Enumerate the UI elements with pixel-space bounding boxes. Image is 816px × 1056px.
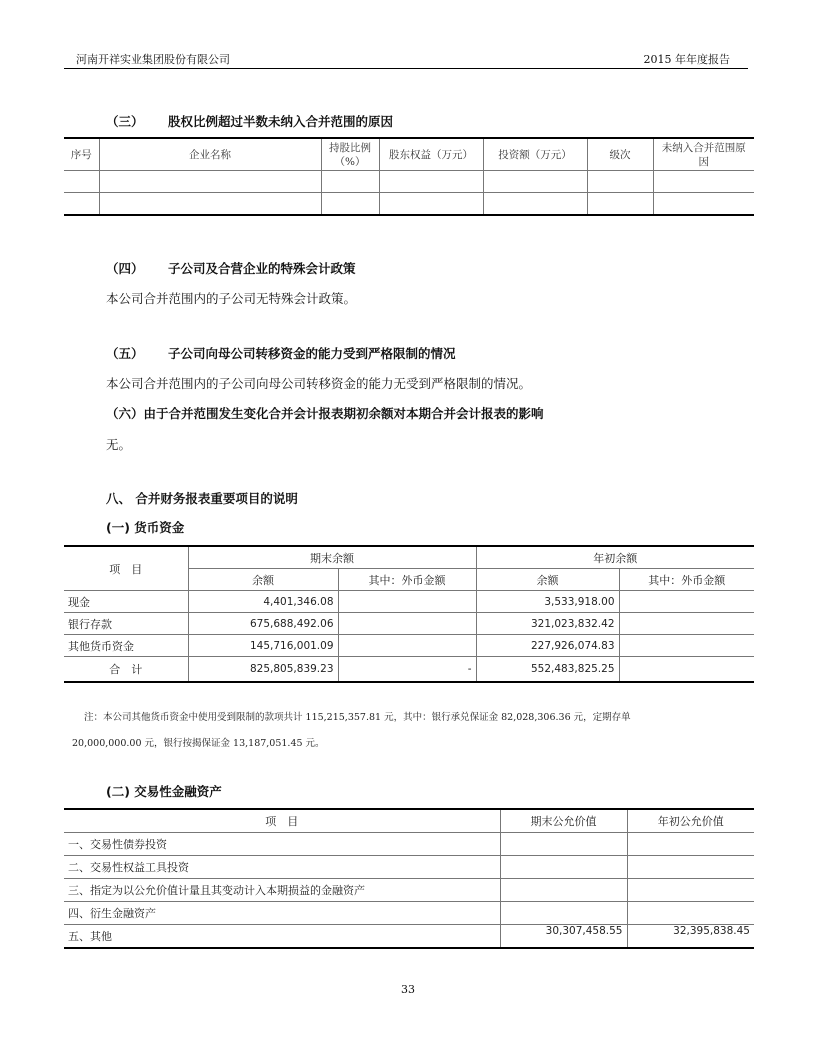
- table-row: 五、其他 30,307,458.55 32,395,838.45: [64, 925, 754, 949]
- col-header-item: 项 目: [64, 809, 500, 833]
- section-5-text: 本公司合并范围内的子公司向母公司转移资金的能力无受到严格限制的情况。: [106, 376, 532, 391]
- col-header-end-foreign: 其中：外币金额: [338, 569, 476, 591]
- col-header-begin-balance: 年初余额: [476, 546, 754, 569]
- unconsolidated-entities-table: [64, 137, 754, 216]
- section-5-heading: [106, 344, 456, 362]
- col-header-equity: 股东权益（万元）: [379, 138, 483, 171]
- trading-assets-table: [64, 808, 754, 949]
- section-6-text: 无。: [106, 437, 132, 452]
- section-4-title: 子公司及合营企业的特殊会计政策: [168, 261, 356, 276]
- col-header-begin-amount: 余额: [476, 569, 619, 591]
- trading-heading: (二) 交易性金融资产: [106, 784, 222, 799]
- section-3-number: （三）: [106, 114, 144, 129]
- table-row: [64, 193, 754, 216]
- section-6-heading: （六）由于合并范围发生变化合并会计报表期初余额对本期合并会计报表的影响: [106, 406, 544, 421]
- col-header-company: 企业名称: [99, 138, 321, 171]
- section-4-number: （四）: [106, 261, 144, 276]
- cash-table: [64, 545, 754, 683]
- section-3-title: 股权比例超过半数未纳入合并范围的原因: [168, 114, 394, 129]
- col-header-end-fair-value: 期末公允价值: [500, 809, 627, 833]
- section-4-heading: [106, 259, 356, 277]
- cash-heading: (一) 货币资金: [106, 520, 185, 535]
- col-header-investment: 投资额（万元）: [483, 138, 587, 171]
- col-header-begin-foreign: 其中：外币金额: [619, 569, 754, 591]
- col-header-level: 级次: [587, 138, 653, 171]
- cash-note-line-2: 20,000,000.00 元，银行按揭保证金 13,187,051.45 元。: [72, 738, 325, 749]
- col-header-share-ratio: 持股比例（%）: [321, 138, 379, 171]
- col-header-item: 项 目: [64, 546, 188, 591]
- table-header-row: [64, 809, 754, 833]
- col-header-seq: 序号: [64, 138, 99, 171]
- table-row: 一、交易性债券投资: [64, 833, 754, 856]
- table-header-row: [64, 546, 754, 569]
- table-row: 其他货币资金 145,716,001.09 227,926,074.83: [64, 635, 754, 657]
- table-total-row: 合 计 825,805,839.23 - 552,483,825.25: [64, 657, 754, 683]
- table-row: 四、衍生金融资产: [64, 902, 754, 925]
- col-header-end-balance: 期末余额: [188, 546, 476, 569]
- col-header-reason: 未纳入合并范围原因: [653, 138, 754, 171]
- section-5-title: 子公司向母公司转移资金的能力受到严格限制的情况: [168, 346, 456, 361]
- section-3-heading: [106, 112, 393, 130]
- section-8-heading: 八、 合并财务报表重要项目的说明: [106, 491, 298, 506]
- page-header: [64, 50, 748, 69]
- col-header-end-amount: 余额: [188, 569, 338, 591]
- report-title: 2015 年年度报告: [643, 53, 730, 66]
- table-row: [64, 171, 754, 193]
- section-5-number: （五）: [106, 346, 144, 361]
- cash-note-line-1: 注：本公司其他货币资金中使用受到限制的款项共计 115,215,357.81 元，其中：银行承兑保证金 82,028,306.36 元，定期存单: [84, 712, 631, 723]
- col-header-begin-fair-value: 年初公允价值: [627, 809, 754, 833]
- table-header-row: [64, 138, 754, 171]
- table-row: 三、指定为以公允价值计量且其变动计入本期损益的金融资产: [64, 879, 754, 902]
- table-row: 现金 4,401,346.08 3,533,918.00: [64, 591, 754, 613]
- table-row: 二、交易性权益工具投资: [64, 856, 754, 879]
- section-4-text: 本公司合并范围内的子公司无特殊会计政策。: [106, 291, 357, 306]
- table-row: 银行存款 675,688,492.06 321,023,832.42: [64, 613, 754, 635]
- page-number: 33: [401, 983, 415, 996]
- company-name: 河南开祥实业集团股份有限公司: [76, 53, 230, 66]
